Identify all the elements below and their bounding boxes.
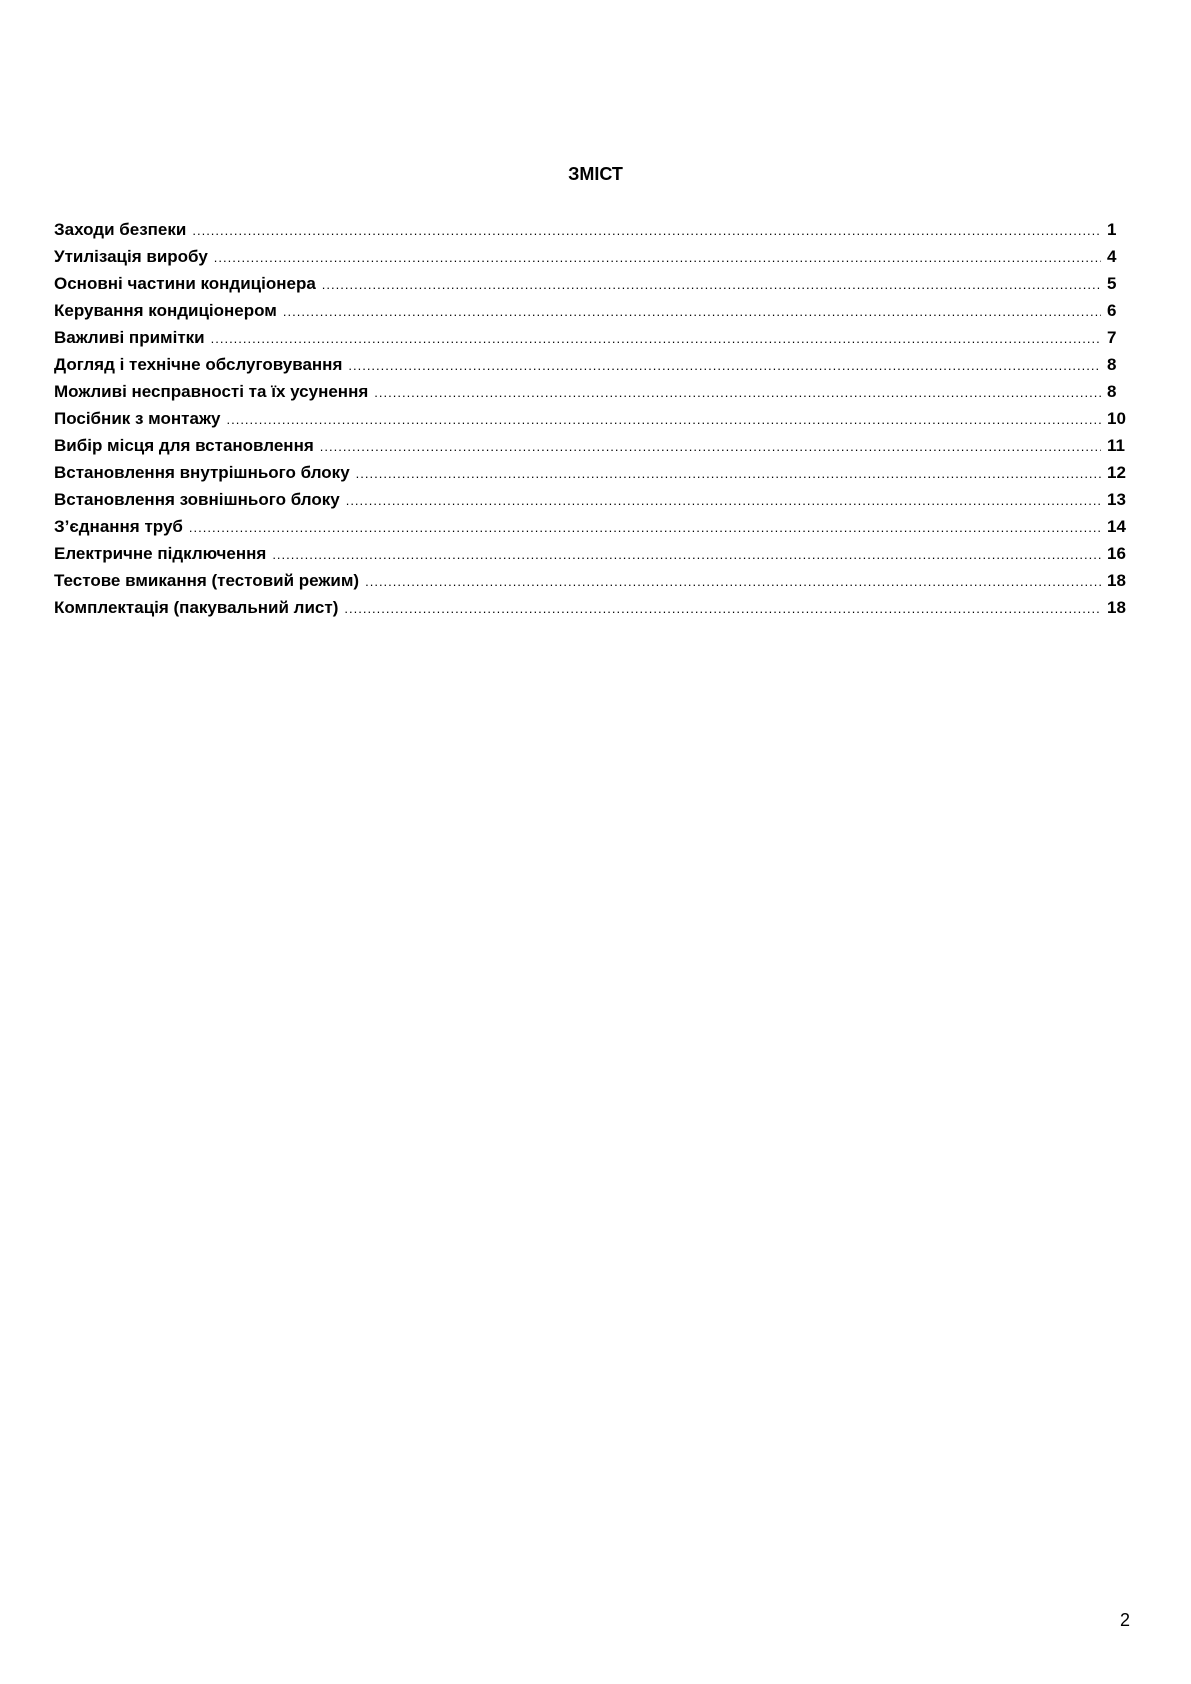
toc-entry-page: 7 — [1107, 328, 1117, 347]
toc-entry-label: Комплектація (пакувальний лист) — [54, 598, 339, 617]
toc-entry[interactable] — [54, 409, 1129, 436]
toc-entry[interactable] — [54, 301, 1129, 328]
toc-entry[interactable] — [54, 571, 1129, 598]
toc-entry-page: 4 — [1107, 247, 1117, 266]
dot-leader — [365, 574, 1101, 589]
toc-entry-label: Електричне підключення — [54, 544, 267, 563]
dot-leader — [192, 223, 1101, 238]
toc-entry[interactable] — [54, 382, 1129, 409]
toc-entry-label: Керування кондиціонером — [54, 301, 277, 320]
dot-leader — [214, 250, 1101, 265]
table-of-contents — [54, 220, 1129, 625]
toc-entry-page: 12 — [1107, 463, 1126, 482]
dot-leader — [348, 358, 1101, 373]
toc-entry[interactable] — [54, 490, 1129, 517]
toc-entry-label: Догляд і технічне обслуговування — [54, 355, 343, 374]
toc-entry-label: Встановлення внутрішнього блоку — [54, 463, 350, 482]
toc-entry-label: Основні частини кондиціонера — [54, 274, 316, 293]
toc-entry[interactable] — [54, 544, 1129, 571]
toc-entry-page: 8 — [1107, 382, 1117, 401]
dot-leader — [356, 466, 1101, 481]
toc-entry-page: 6 — [1107, 301, 1117, 320]
dot-leader — [283, 304, 1101, 319]
toc-entry-page: 5 — [1107, 274, 1117, 293]
page-number: 2 — [1120, 1610, 1131, 1630]
toc-entry[interactable] — [54, 220, 1129, 247]
toc-entry[interactable] — [54, 355, 1129, 382]
toc-entry[interactable] — [54, 598, 1129, 625]
toc-entry-label: Посібник з монтажу — [54, 409, 221, 428]
toc-entry[interactable] — [54, 463, 1129, 490]
toc-entry-page: 18 — [1107, 598, 1126, 617]
toc-entry-page: 16 — [1107, 544, 1126, 563]
toc-entry-page: 10 — [1107, 409, 1126, 428]
toc-entry[interactable] — [54, 274, 1129, 301]
toc-entry-label: Тестове вмикання (тестовий режим) — [54, 571, 360, 590]
dot-leader — [344, 601, 1101, 616]
toc-entry-label: Можливі несправності та їх усунення — [54, 382, 369, 401]
toc-entry-page: 1 — [1107, 220, 1117, 239]
toc-entry-page: 11 — [1107, 436, 1125, 455]
toc-entry-page: 18 — [1107, 571, 1126, 590]
dot-leader — [346, 493, 1101, 508]
page-title: ЗМІСТ — [568, 164, 623, 184]
toc-entry-page: 8 — [1107, 355, 1117, 374]
toc-entry-label: Вибір місця для встановлення — [54, 436, 314, 455]
dot-leader — [322, 277, 1101, 292]
dot-leader — [189, 520, 1101, 535]
toc-entry[interactable] — [54, 517, 1129, 544]
dot-leader — [211, 331, 1101, 346]
toc-entry-label: Встановлення зовнішнього блоку — [54, 490, 340, 509]
toc-entry-label: З’єднання труб — [54, 517, 183, 536]
dot-leader — [272, 547, 1101, 562]
toc-entry[interactable] — [54, 247, 1129, 274]
toc-entry-label: Заходи безпеки — [54, 220, 187, 239]
dot-leader — [226, 412, 1101, 427]
toc-entry-page: 13 — [1107, 490, 1126, 509]
toc-entry[interactable] — [54, 328, 1129, 355]
dot-leader — [320, 439, 1101, 454]
toc-entry-page: 14 — [1107, 517, 1126, 536]
toc-entry-label: Утилізація виробу — [54, 247, 208, 266]
dot-leader — [374, 385, 1101, 400]
toc-entry[interactable] — [54, 436, 1129, 463]
toc-entry-label: Важливі примітки — [54, 328, 205, 347]
